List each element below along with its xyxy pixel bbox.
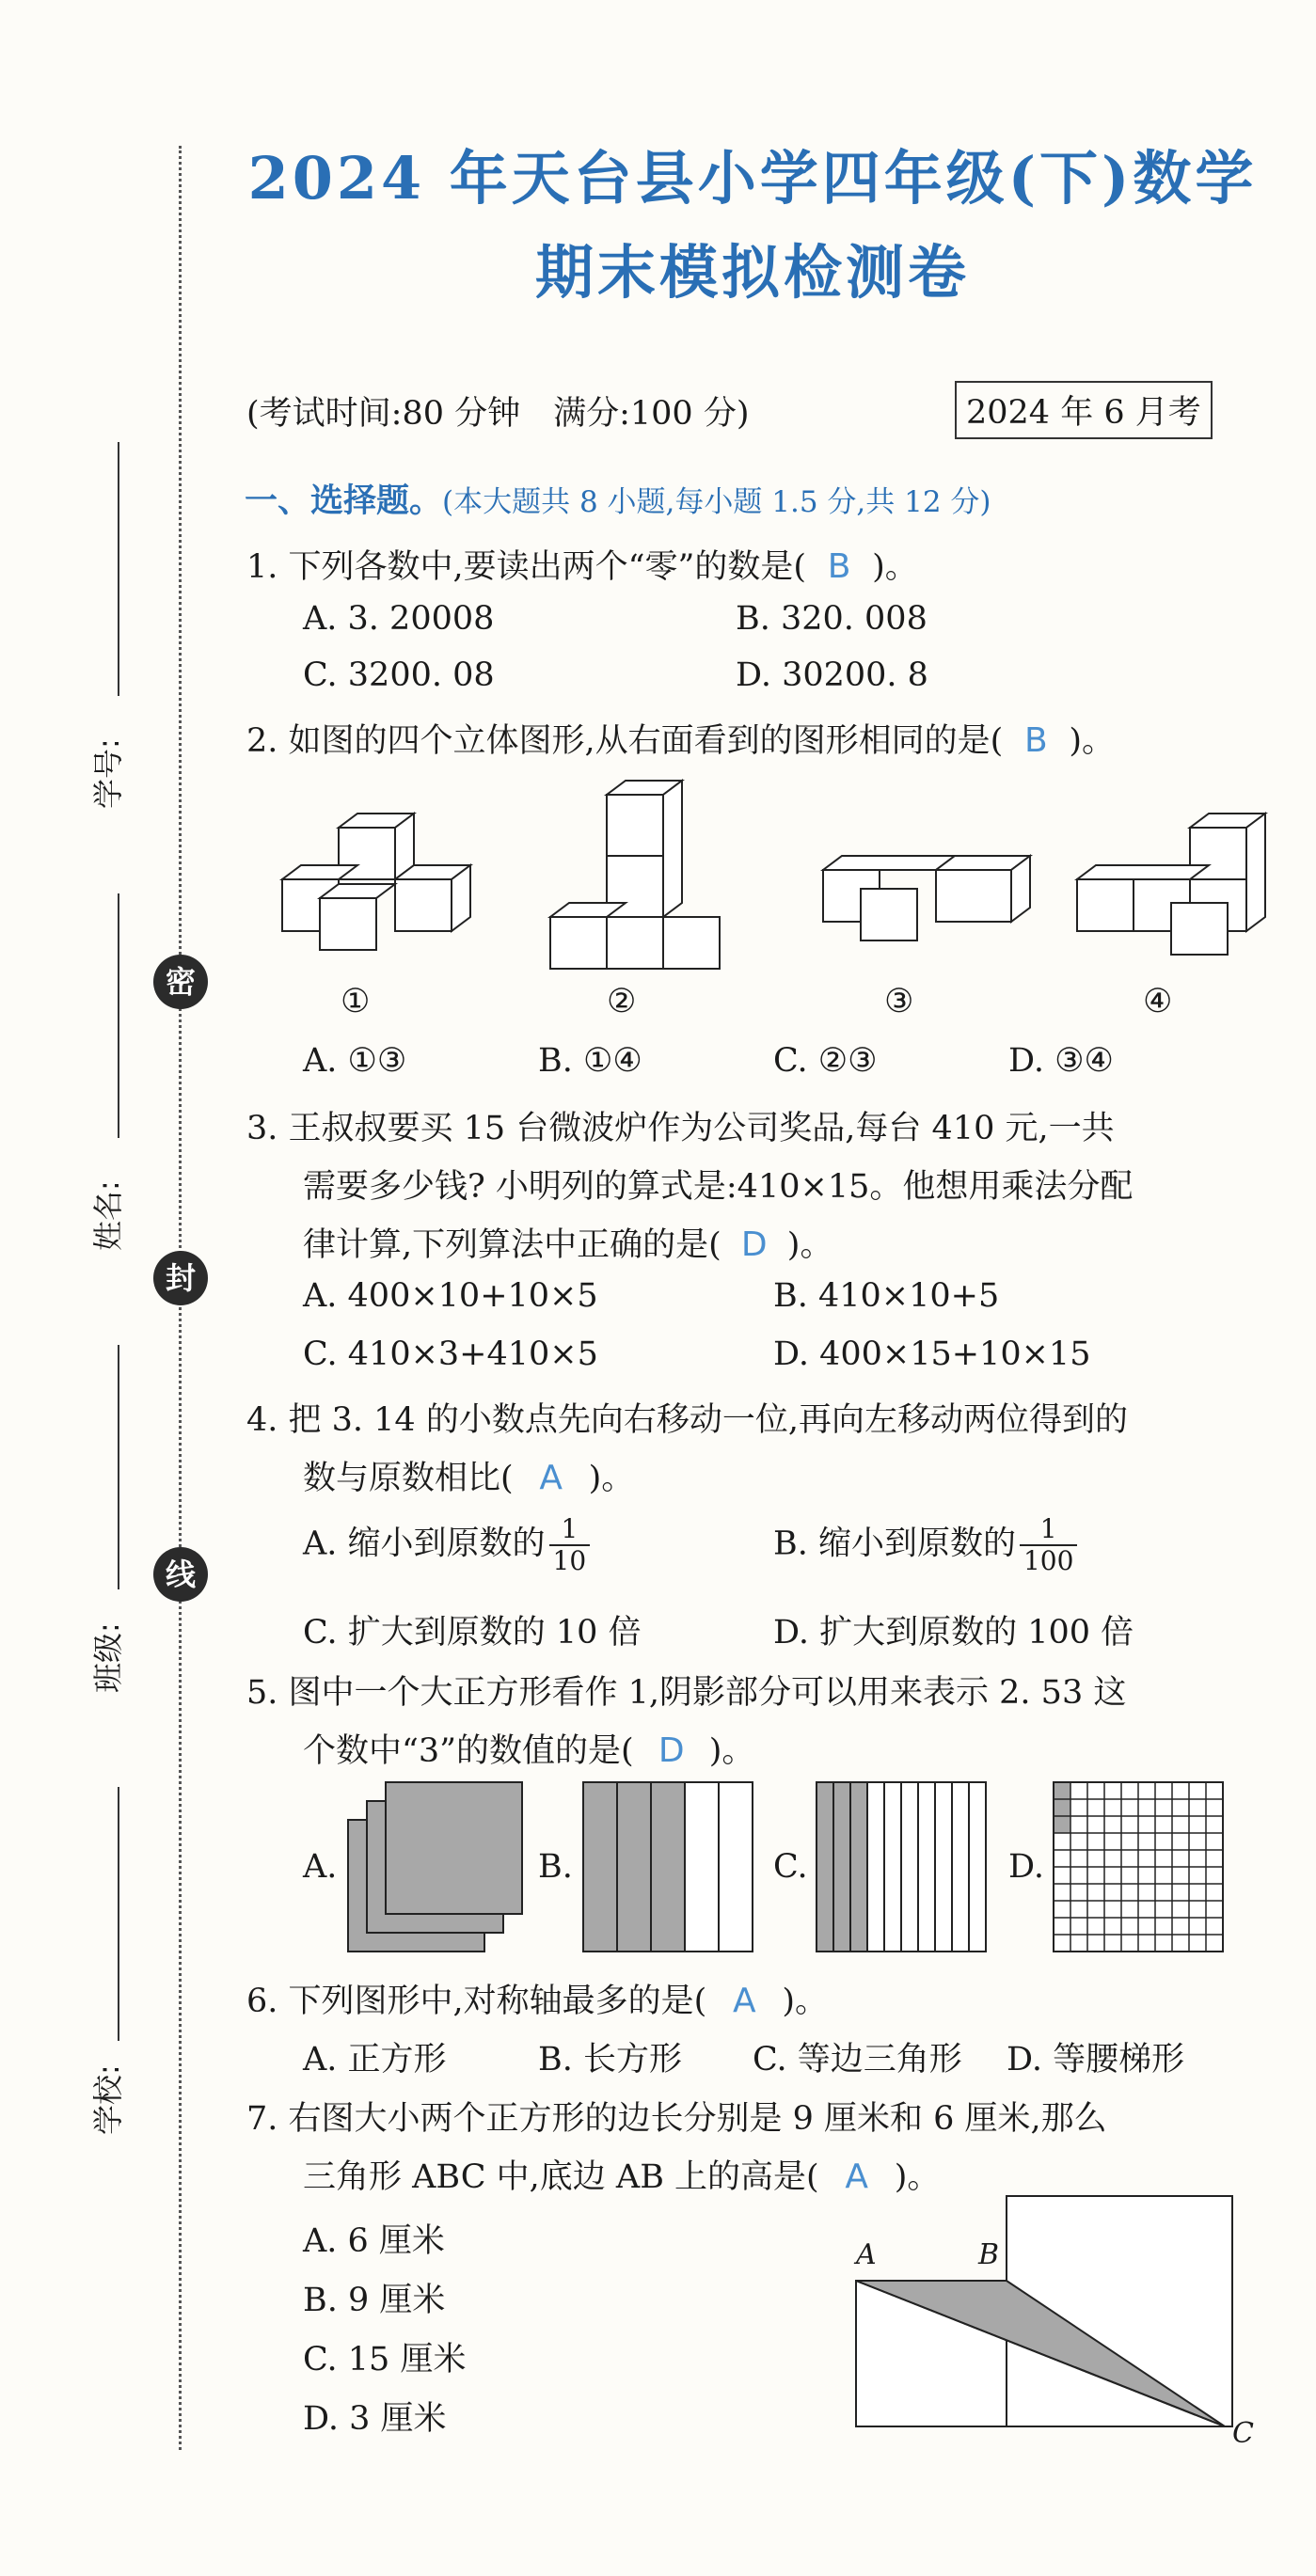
q7-option-a: A. 6 厘米: [303, 2222, 445, 2260]
q1-option-a: A. 3. 20008: [303, 600, 495, 638]
q6-stem-row: [246, 1975, 828, 2022]
q4-option-a-num: 1: [549, 1514, 591, 1546]
student-id-blank: [118, 442, 119, 696]
q4-option-b-num: 1: [1020, 1514, 1077, 1546]
section1-note: (本大题共 8 小题,每小题 1.5 分,共 12 分): [442, 485, 991, 519]
q6-stem: 6. 下列图形中,对称轴最多的是(: [246, 1983, 707, 2020]
q4-option-a: [303, 1514, 590, 1576]
q2-stem: 2. 如图的四个立体图形,从右面看到的图形相同的是(: [246, 722, 1004, 760]
q3-option-d: D. 400×15+10×15: [773, 1335, 1091, 1373]
q6-end: )。: [782, 1983, 828, 2020]
q1-answer: B: [827, 547, 851, 586]
q6-option-a: A. 正方形: [303, 2041, 447, 2078]
q2-figure-label-1: ①: [341, 983, 371, 1020]
q4-line-2-row: [303, 1452, 634, 1499]
school-blank: [118, 1787, 119, 2041]
q6-option-d: D. 等腰梯形: [1007, 2041, 1185, 2078]
q6-option-b: B. 长方形: [538, 2041, 682, 2078]
q1-option-d: D. 30200. 8: [736, 656, 928, 694]
seal-xian: 线: [153, 1547, 208, 1602]
q5-option-d-letter: D.: [1008, 1848, 1044, 1886]
q3-line-1: 3. 王叔叔要买 15 台微波炉作为公司奖品,每台 410 元,一共: [246, 1110, 1115, 1147]
q2-figure-3: [823, 851, 1039, 964]
q7-option-c: C. 15 厘米: [303, 2341, 467, 2378]
q1-option-c: C. 3200. 08: [303, 656, 495, 694]
q5-figure-c: [817, 1782, 986, 1952]
q3-line-2: 需要多少钱? 小明列的算式是:410×15。他想用乘法分配: [303, 1168, 1134, 1206]
q3-option-b: B. 410×10+5: [773, 1277, 1000, 1315]
title-line-1: 2024 年天台县小学四年级(下)数学: [247, 144, 1258, 213]
section1-heading: 一、选择题。: [245, 482, 443, 520]
q7-line-2-row: [303, 2151, 940, 2198]
q5-figure-a: [348, 1782, 527, 1952]
q3-line-3: 律计算,下列算法中正确的是(: [303, 1226, 721, 1264]
q1-stem: 1. 下列各数中,要读出两个“零”的数是(: [246, 548, 807, 586]
label-class: 班级:: [90, 1622, 126, 1693]
q5-answer: D: [658, 1731, 685, 1770]
q4-option-d: D. 扩大到原数的 100 倍: [773, 1614, 1134, 1651]
seal-feng: 封: [153, 1251, 208, 1305]
q4-answer: A: [539, 1459, 563, 1497]
exam-info: (考试时间:80 分钟 满分:100 分): [246, 395, 750, 433]
q2-answer: B: [1023, 721, 1048, 760]
q7-point-a: A: [856, 2238, 877, 2271]
q7-point-b: B: [978, 2238, 1000, 2271]
q3-end: )。: [786, 1226, 833, 1264]
q1-end: )。: [872, 548, 918, 586]
q4-option-a-den: 10: [552, 1545, 587, 1576]
q7-line-1: 7. 右图大小两个正方形的边长分别是 9 厘米和 6 厘米,那么: [246, 2100, 1107, 2138]
q4-option-b-fraction: [1020, 1514, 1077, 1576]
q4-option-b: [773, 1514, 1077, 1576]
q3-option-a: A. 400×10+10×5: [303, 1277, 598, 1315]
q5-line-2-row: [303, 1725, 754, 1772]
q6-option-c: C. 等边三角形: [753, 2041, 962, 2078]
q2-option-c: C. ②③: [773, 1042, 878, 1080]
q2-option-b: B. ①④: [538, 1042, 642, 1080]
q2-figure-label-3: ③: [884, 983, 914, 1020]
q5-option-a-letter: A.: [303, 1848, 338, 1886]
seal-mi: 密: [153, 955, 208, 1009]
q4-option-b-text: B. 缩小到原数的: [773, 1525, 1016, 1563]
q5-option-b-letter: B.: [538, 1848, 573, 1886]
q5-option-c-letter: C.: [773, 1848, 808, 1886]
label-name: 姓名:: [90, 1180, 126, 1251]
q7-figure: [856, 2196, 1232, 2441]
q3-line-3-row: [303, 1219, 832, 1266]
q4-option-a-text: A. 缩小到原数的: [303, 1525, 546, 1563]
q2-option-a: A. ①③: [303, 1042, 407, 1080]
section1-heading-row: [245, 475, 991, 522]
q2-figure-4: [1077, 814, 1284, 964]
q7-line-2: 三角形 ABC 中,底边 AB 上的高是(: [303, 2158, 819, 2196]
q5-line-1: 5. 图中一个大正方形看作 1,阴影部分可以用来表示 2. 53 这: [246, 1674, 1127, 1712]
q2-figure-label-2: ②: [607, 983, 637, 1020]
q7-answer: A: [845, 2157, 869, 2196]
label-school: 学校:: [90, 2064, 126, 2135]
q4-option-c: C. 扩大到原数的 10 倍: [303, 1614, 642, 1651]
q2-option-d: D. ③④: [1008, 1042, 1114, 1080]
q4-option-a-fraction: [549, 1514, 591, 1576]
q7-option-d: D. 3 厘米: [303, 2400, 447, 2438]
label-student-id: 学号:: [90, 738, 126, 809]
q4-option-b-den: 100: [1023, 1545, 1074, 1576]
q3-option-c: C. 410×3+410×5: [303, 1335, 598, 1373]
q2-figure-1: [282, 809, 489, 964]
q4-line-2: 数与原数相比(: [303, 1460, 514, 1497]
class-blank: [118, 1345, 119, 1589]
q1-option-b: B. 320. 008: [736, 600, 928, 638]
name-blank: [118, 893, 119, 1138]
q4-line-1: 4. 把 3. 14 的小数点先向右移动一位,再向左移动两位得到的: [246, 1401, 1128, 1439]
q2-figure-label-4: ④: [1143, 983, 1173, 1020]
q2-figure-2: [550, 781, 748, 969]
q1-stem-row: [246, 541, 918, 588]
q7-end: )。: [894, 2158, 941, 2196]
q5-figure-d: [1054, 1782, 1223, 1952]
q4-end: )。: [588, 1460, 635, 1497]
exam-date: 2024 年 6 月考: [955, 381, 1213, 439]
q7-point-c: C: [1232, 2417, 1254, 2450]
q3-answer: D: [740, 1225, 768, 1264]
q7-option-b: B. 9 厘米: [303, 2282, 446, 2319]
q2-end: )。: [1069, 722, 1115, 760]
q5-figure-b: [583, 1782, 753, 1952]
q5-end: )。: [708, 1732, 755, 1770]
q2-stem-row: [246, 715, 1115, 762]
q5-line-2: 个数中“3”的数值的是(: [303, 1732, 634, 1770]
title-line-2: 期末模拟检测卷: [534, 238, 970, 307]
q6-answer: A: [732, 1982, 756, 2020]
